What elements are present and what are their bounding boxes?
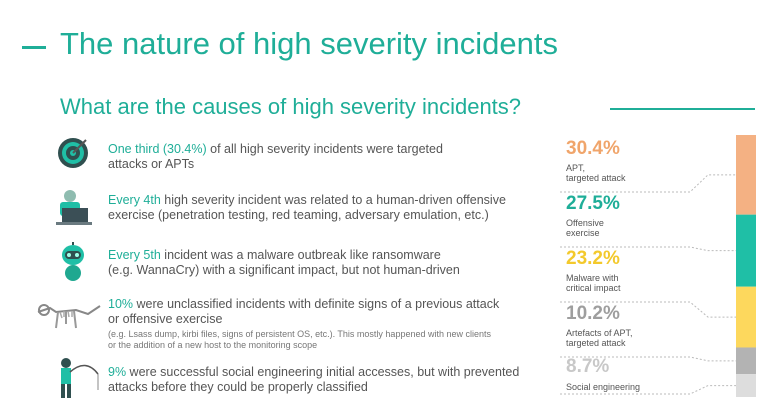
row-text: high severity incident was related to a human-driven offensive xyxy=(160,193,506,207)
value-label-artefacts: 10.2% xyxy=(566,303,620,324)
row-highlight: One third (30.4%) xyxy=(108,142,207,156)
bar-segment-offensive xyxy=(736,215,756,287)
category-label-offensive: Offensive exercise xyxy=(566,218,604,238)
robot-icon xyxy=(58,242,88,282)
row-text: attacks or APTs xyxy=(108,157,195,171)
value-label-malware: 23.2% xyxy=(566,248,620,269)
connector-line-offensive xyxy=(560,247,736,251)
bar-segment-apt xyxy=(736,135,756,215)
bar-segment-artefacts xyxy=(736,347,756,374)
laptop-user-icon xyxy=(52,188,94,228)
subtitle-rule xyxy=(610,108,755,110)
bar-segment-social xyxy=(736,374,756,397)
value-label-apt: 30.4% xyxy=(566,138,620,159)
row-highlight: 10% xyxy=(108,297,134,311)
category-label-apt: APT, targeted attack xyxy=(566,163,626,183)
page-title: The nature of high severity incidents xyxy=(60,26,558,61)
list-item-offensive xyxy=(108,193,528,223)
row-text: were successful social engineering initial accesses, but with prevented xyxy=(126,365,520,379)
row-text: incident was a malware outbreak like ransomware xyxy=(160,248,441,262)
row-highlight: 9% xyxy=(108,365,127,379)
target-icon xyxy=(56,136,90,170)
title-dash xyxy=(22,46,46,49)
category-label-malware: Malware with critical impact xyxy=(566,273,621,293)
fisherman-icon xyxy=(56,356,100,400)
category-label-social: Social engineering xyxy=(566,382,641,392)
row-text: were unclassified incidents with definite signs of a previous attack xyxy=(133,297,500,311)
row-highlight: Every 4th xyxy=(108,193,161,207)
bar-segment-malware xyxy=(736,287,756,348)
connector-line-social xyxy=(560,386,736,394)
row-highlight: Every 5th xyxy=(108,248,161,262)
row-text: (e.g. WannaCry) with a significant impact, but not human-driven xyxy=(108,263,460,277)
connector-line-malware xyxy=(560,302,736,317)
row-text: of all high severity incidents were targeted xyxy=(206,142,443,156)
stacked-bar-chart xyxy=(540,120,760,400)
page-subtitle: What are the causes of high severity incidents? xyxy=(60,94,522,119)
row-note: (e.g. Lsass dump, kirbi files, signs of persistent OS, etc.). This mostly happened with new clients or the addition of a new host to the monitoring scope xyxy=(108,329,492,350)
value-label-offensive: 27.5% xyxy=(566,193,620,214)
row-text: attacks before they could be properly classified xyxy=(108,380,368,394)
list-item-unclassified xyxy=(108,297,528,351)
row-text: or offensive exercise xyxy=(108,312,223,326)
list-item-malware xyxy=(108,248,528,278)
row-text: exercise (penetration testing, red teaming, adversary emulation, etc.) xyxy=(108,208,489,222)
connector-line-apt xyxy=(560,175,736,192)
connector-line-artefacts xyxy=(560,357,736,361)
list-item-social xyxy=(108,365,528,395)
value-label-social: 8.7% xyxy=(566,356,610,377)
category-label-artefacts: Artefacts of APT, targeted attack xyxy=(566,328,633,348)
list-item-apt xyxy=(108,142,528,172)
dinosaur-skeleton-icon xyxy=(36,298,102,334)
